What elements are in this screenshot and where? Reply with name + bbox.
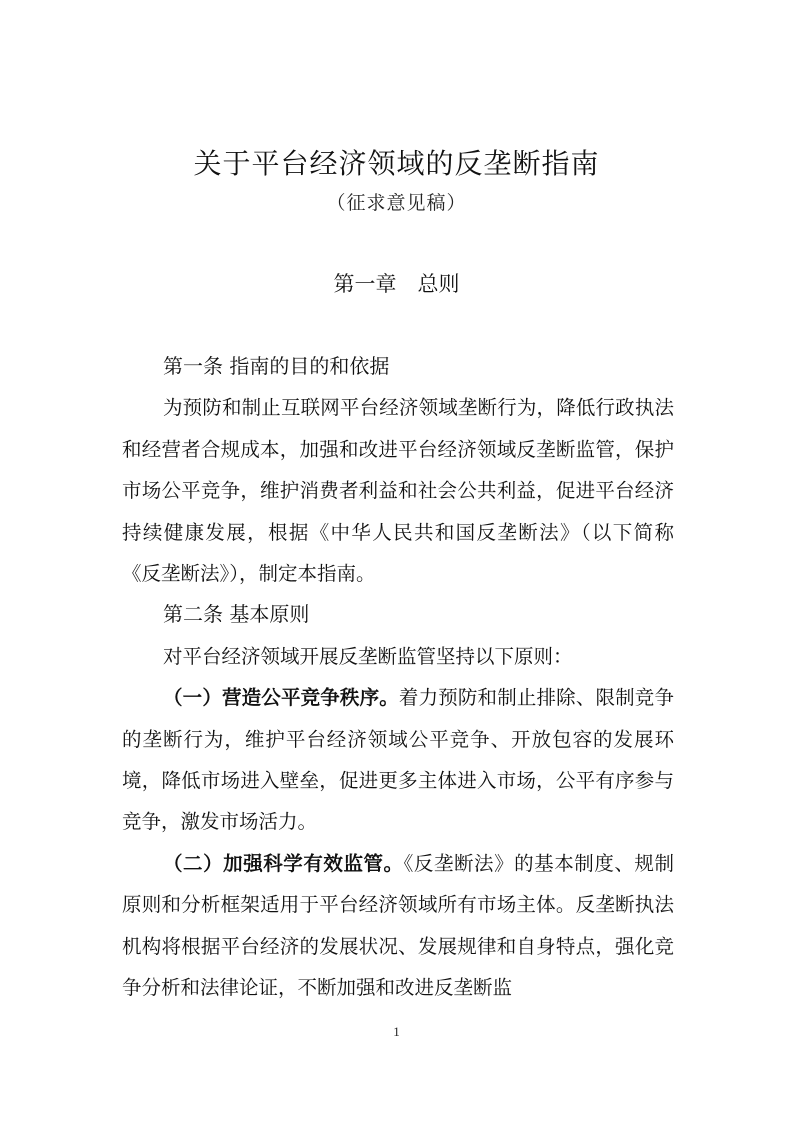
document-body xyxy=(122,346,674,1009)
article-1-heading: 第一条 指南的目的和依据 xyxy=(163,354,390,378)
principle-1-lead: （一）营造公平竞争秩序。 xyxy=(163,686,399,710)
principle-1-paragraph xyxy=(122,677,674,843)
principle-2-text: 《反垄断法》的基本制度、规制原则和分析框架适用于平台经济领域所有市场主体。反垄断执法机构将根据平台经济的发展状况、发展规律和自身特点，强化竞争分析和法律论证，不断加强和改进反垄断监 xyxy=(122,851,674,1000)
principle-2-paragraph xyxy=(122,843,674,1009)
document-subtitle: （征求意见稿） xyxy=(326,192,467,214)
document-title: 关于平台经济领域的反垄断指南 xyxy=(193,147,600,180)
page-number: 1 xyxy=(393,1024,400,1039)
article-1-paragraph: 为预防和制止互联网平台经济领域垄断行为，降低行政执法和经营者合规成本，加强和改进平台经济领域反垄断监管，保护市场公平竞争，维护消费者利益和社会公共利益，促进平台经济持续健康发展，根据《中华人民共和国反垄断法》（以下简称《反垄断法》），制定本指南。 xyxy=(122,396,674,586)
principle-2-lead: （二）加强科学有效监管。 xyxy=(163,851,404,875)
article-2-heading: 第二条 基本原则 xyxy=(163,602,310,627)
principle-1-text: 着力预防和制止排除、限制竞争的垄断行为，维护平台经济领域公平竞争、开放包容的发展环境，降低市场进入壁垒，促进更多主体进入市场，公平有序参与竞争，激发市场活力。 xyxy=(122,686,674,834)
chapter-heading: 第一章 总则 xyxy=(333,272,460,296)
article-2-intro: 对平台经济领域开展反垄断监管坚持以下原则： xyxy=(163,644,573,668)
